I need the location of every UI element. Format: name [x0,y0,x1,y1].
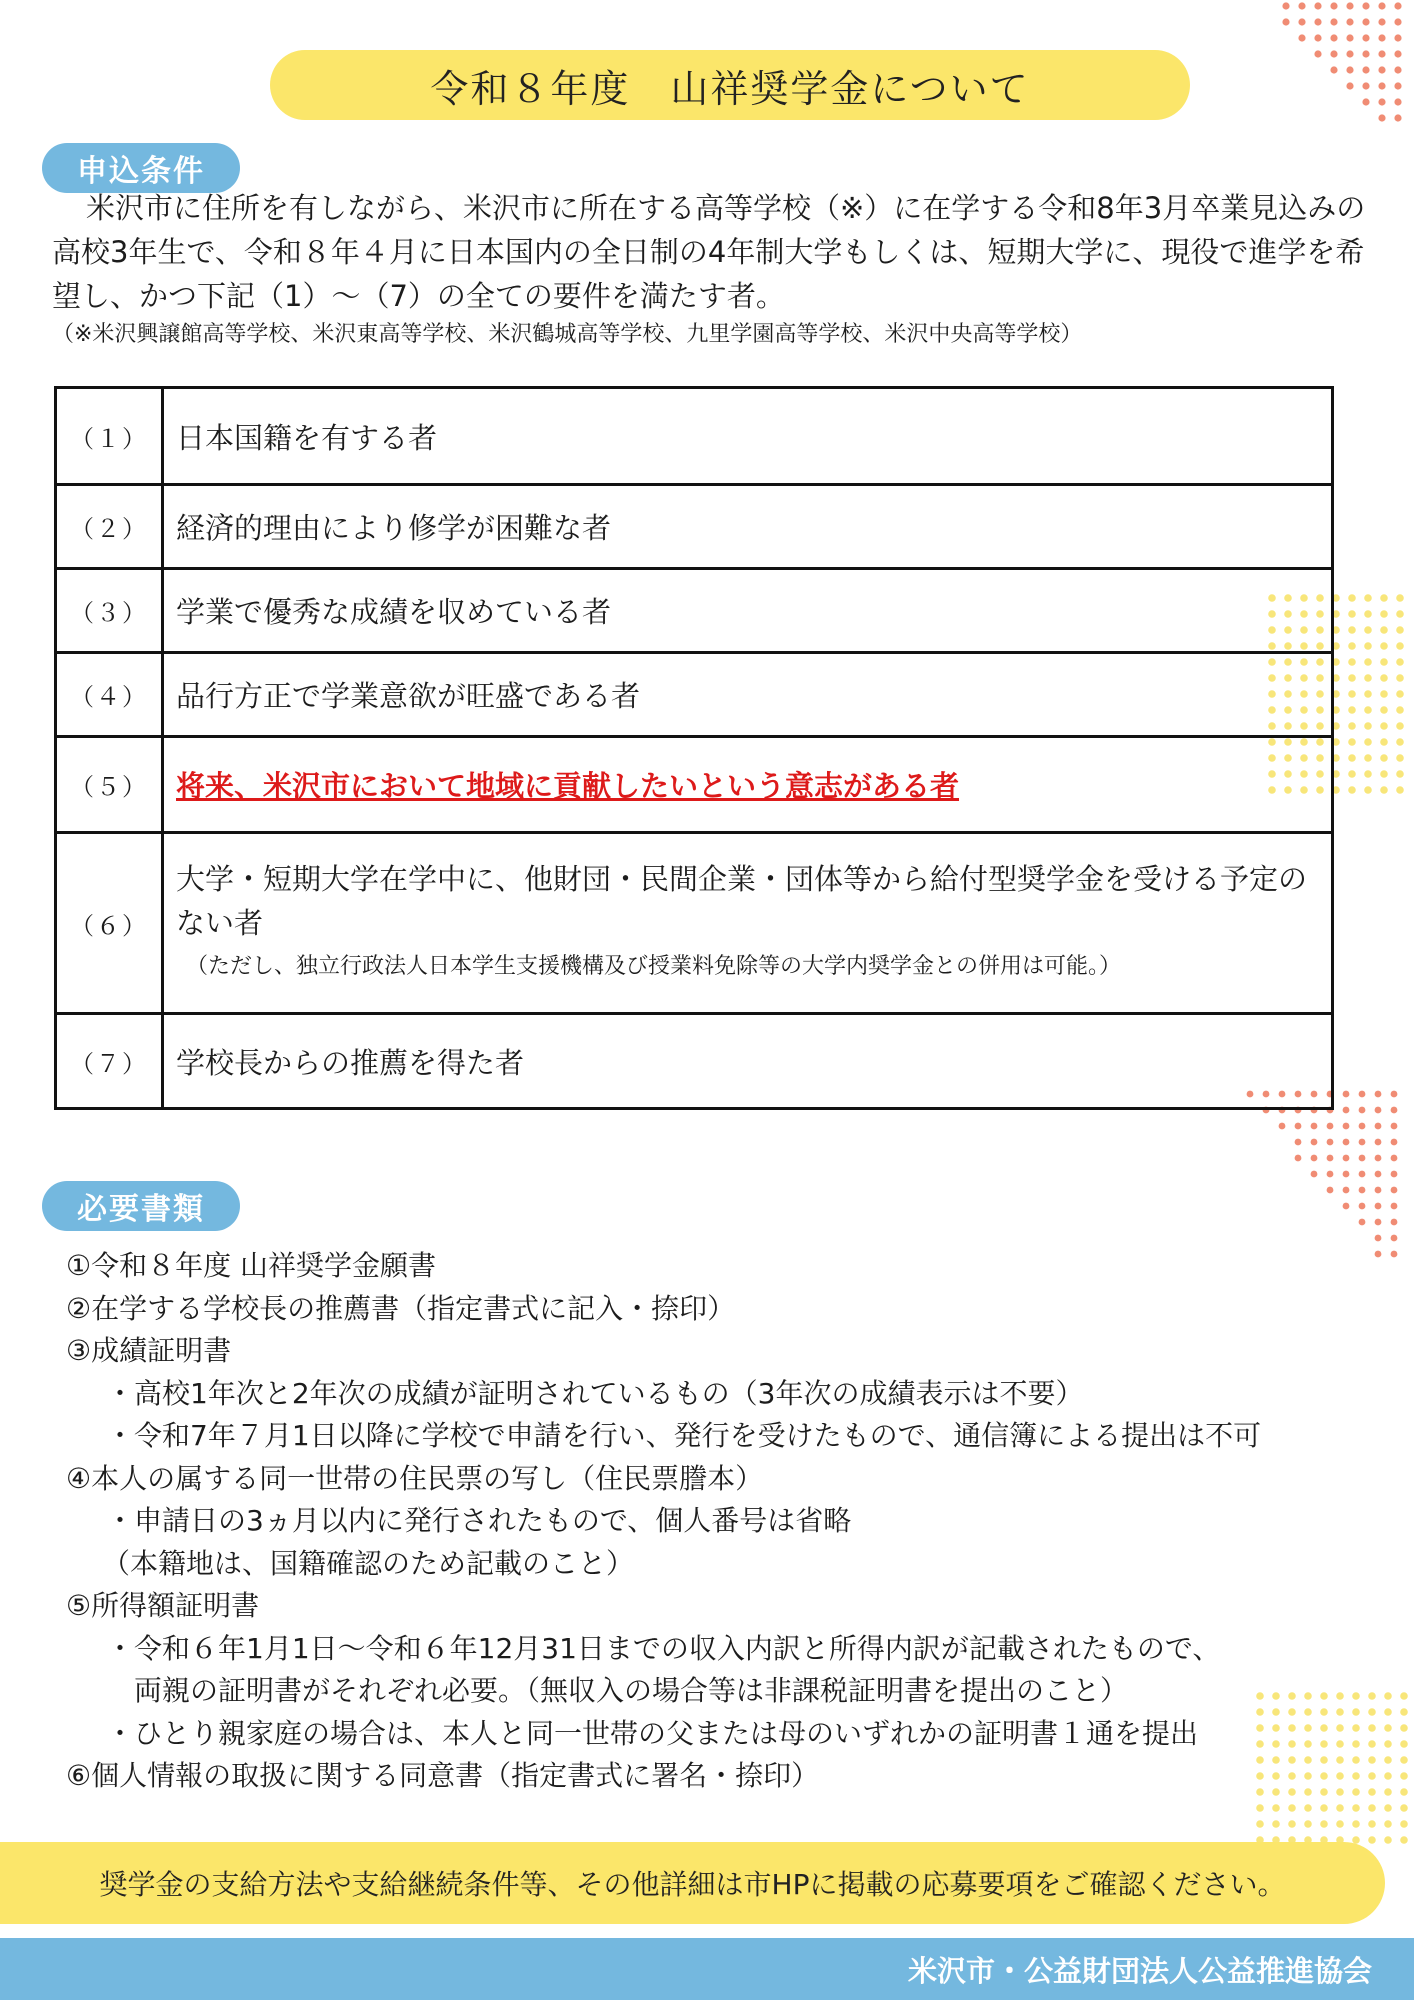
list-item: ⑥個人情報の取扱に関する同意書（指定書式に署名・捺印） [66,1759,820,1792]
decorative-dot [1343,1187,1350,1194]
decorative-dot [1352,1804,1360,1812]
decorative-dot [1378,82,1385,89]
decorative-dot [1348,738,1356,746]
decorative-dot [1396,674,1404,682]
decorative-dot [1343,1171,1350,1178]
dot-pattern-right-pink [1244,1088,1414,1268]
row-number: （５） [56,737,163,833]
list-item: （本籍地は、国籍確認のため記載のこと） [102,1546,635,1580]
decorative-dot [1368,1836,1376,1844]
decorative-dot [1348,594,1356,602]
decorative-dot [1298,18,1305,25]
decorative-dot [1362,50,1369,57]
decorative-dot [1330,66,1337,73]
decorative-dot [1380,786,1388,794]
list-item: 両親の証明書がそれぞれ必要。（無収入の場合等は非課税証明書を提出のこと） [134,1674,1129,1707]
decorative-dot [1375,1155,1382,1162]
decorative-dot [1348,706,1356,714]
decorative-dot [1396,642,1404,650]
decorative-dot [1384,1836,1392,1844]
decorative-dot [1391,1203,1398,1210]
requirement-text: 学業で優秀な成績を収めている者 [163,569,1333,653]
decorative-dot [1391,1219,1398,1226]
row-number: （７） [56,1014,163,1109]
table-row [56,569,1333,653]
decorative-dot [1314,50,1321,57]
table-row [56,1014,1333,1109]
decorative-dot [1396,738,1404,746]
list-item: ・高校1年次と2年次の成績が証明されているもの（3年次の成績表示は不要） [106,1376,1084,1410]
decorative-dot [1375,1187,1382,1194]
decorative-dot [1396,722,1404,730]
decorative-dot [1400,1820,1408,1828]
decorative-dot [1362,18,1369,25]
decorative-dot [1364,754,1372,762]
decorative-dot [1327,1171,1334,1178]
decorative-dot [1380,674,1388,682]
decorative-dot [1375,1235,1382,1242]
decorative-dot [1378,2,1385,9]
table-row [56,388,1333,485]
decorative-dot [1375,1203,1382,1210]
decorative-dot [1364,706,1372,714]
decorative-dot [1378,50,1385,57]
section-label-application-conditions: 申込条件 [42,143,240,193]
requirement-text: 学校長からの推薦を得た者 [163,1014,1333,1109]
decorative-dot [1380,690,1388,698]
decorative-dot [1380,738,1388,746]
decorative-dot [1364,674,1372,682]
requirement-note: （ただし、独立行政法人日本学生支援機構及び授業料免除等の大学内奨学金との併用は可能。） [186,954,1122,979]
decorative-dot [1343,1139,1350,1146]
decorative-dot [1396,626,1404,634]
decorative-dot [1330,50,1337,57]
decorative-dot [1396,706,1404,714]
section-label-required-documents: 必要書類 [42,1181,240,1231]
decorative-dot [1330,2,1337,9]
intro-paragraph: 米沢市に住所を有しながら、米沢市に所在する高等学校（※）に在学する令和8年3月卒業見込みの高校3年生で、令和８年４月に日本国内の全日制の4年制大学もしくは、短期大学に、現役で進学を希望し、かつ下記（1）～（7）の全ての要件を満たす者。 [52,191,1366,313]
list-item: ・令和7年７月1日以降に学校で申請を行い、発行を受けたもので、通信簿による提出は不可 [106,1419,1262,1452]
decorative-dot [1282,18,1289,25]
decorative-dot [1378,34,1385,41]
decorative-dot [1391,1187,1398,1194]
decorative-dot [1380,722,1388,730]
decorative-dot [1364,722,1372,730]
decorative-dot [1394,34,1401,41]
decorative-dot [1391,1091,1398,1098]
decorative-dot [1336,1820,1344,1828]
decorative-dot [1364,690,1372,698]
decorative-dot [1346,18,1353,25]
decorative-dot [1327,1123,1334,1130]
decorative-dot [1348,690,1356,698]
decorative-dot [1364,626,1372,634]
row-number: （１） [56,388,163,485]
decorative-dot [1327,1155,1334,1162]
decorative-dot [1330,34,1337,41]
decorative-dot [1298,2,1305,9]
decorative-dot [1348,658,1356,666]
decorative-dot [1348,674,1356,682]
decorative-dot [1298,34,1305,41]
decorative-dot [1364,770,1372,778]
decorative-dot [1400,1836,1408,1844]
decorative-dot [1348,754,1356,762]
decorative-dot [1272,1820,1280,1828]
decorative-dot [1304,1820,1312,1828]
decorative-dot [1359,1123,1366,1130]
decorative-dot [1295,1155,1302,1162]
school-list-note: （※米沢興譲館高等学校、米沢東高等学校、米沢鶴城高等学校、九里学園高等学校、米沢中央高等学校） [52,322,1083,347]
decorative-dot [1400,1804,1408,1812]
decorative-dot [1346,66,1353,73]
decorative-dot [1288,1820,1296,1828]
decorative-dot [1364,658,1372,666]
decorative-dot [1380,706,1388,714]
decorative-dot [1362,98,1369,105]
decorative-dot [1394,50,1401,57]
decorative-dot [1311,1155,1318,1162]
decorative-dot [1362,2,1369,9]
decorative-dot [1362,66,1369,73]
decorative-dot [1368,1820,1376,1828]
decorative-dot [1375,1107,1382,1114]
decorative-dot [1295,1123,1302,1130]
decorative-dot [1343,1203,1350,1210]
decorative-dot [1364,594,1372,602]
decorative-dot [1346,34,1353,41]
required-documents-list [66,1245,1406,1798]
decorative-dot [1304,1804,1312,1812]
table-row [56,737,1333,833]
decorative-dot [1320,1804,1328,1812]
decorative-dot [1375,1219,1382,1226]
decorative-dot [1348,610,1356,618]
table-row [56,833,1333,1014]
decorative-dot [1288,1804,1296,1812]
decorative-dot [1346,82,1353,89]
decorative-dot [1336,1804,1344,1812]
row-number: （２） [56,485,163,569]
decorative-dot [1380,658,1388,666]
requirements-table [54,386,1334,1110]
decorative-dot [1364,642,1372,650]
decorative-dot [1359,1107,1366,1114]
decorative-dot [1391,1171,1398,1178]
dot-pattern-top-right [1280,0,1414,135]
decorative-dot [1394,18,1401,25]
decorative-dot [1375,1139,1382,1146]
decorative-dot [1359,1155,1366,1162]
decorative-dot [1368,1804,1376,1812]
table-row [56,653,1333,737]
requirement-text-highlighted: 将来、米沢市において地域に貢献したいという意志がある者 [176,769,960,803]
decorative-dot [1364,610,1372,618]
list-item: ①令和８年度 山祥奨学金願書 [66,1249,437,1282]
decorative-dot [1396,594,1404,602]
decorative-dot [1396,610,1404,618]
decorative-dot [1375,1171,1382,1178]
decorative-dot [1378,18,1385,25]
decorative-dot [1394,82,1401,89]
decorative-dot [1282,2,1289,9]
decorative-dot [1343,1155,1350,1162]
decorative-dot [1380,626,1388,634]
decorative-dot [1295,1139,1302,1146]
decorative-dot [1272,1804,1280,1812]
list-item: ④本人の属する同一世帯の住民票の写し（住民票謄本） [66,1461,764,1495]
decorative-dot [1256,1820,1264,1828]
decorative-dot [1330,18,1337,25]
row-number: （４） [56,653,163,737]
decorative-dot [1314,34,1321,41]
list-item: ②在学する学校長の推薦書（指定書式に記入・捺印） [66,1291,736,1325]
decorative-dot [1396,754,1404,762]
decorative-dot [1314,18,1321,25]
decorative-dot [1364,738,1372,746]
decorative-dot [1380,642,1388,650]
decorative-dot [1343,1091,1350,1098]
decorative-dot [1384,1804,1392,1812]
decorative-dot [1348,786,1356,794]
list-item: ・ひとり親家庭の場合は、本人と同一世帯の父または母のいずれかの証明書１通を提出 [106,1716,1199,1750]
requirement-text: 品行方正で学業意欲が旺盛である者 [163,653,1333,737]
decorative-dot [1394,98,1401,105]
decorative-dot [1396,786,1404,794]
decorative-dot [1327,1187,1334,1194]
decorative-dot [1396,690,1404,698]
decorative-dot [1378,98,1385,105]
decorative-dot [1348,770,1356,778]
footer-organization: 米沢市・公益財団法人公益推進協会 [907,1953,1372,1988]
decorative-dot [1343,1123,1350,1130]
requirement-text: 経済的理由により修学が困難な者 [163,485,1333,569]
decorative-dot [1362,82,1369,89]
decorative-dot [1346,2,1353,9]
footer-bar [0,1938,1414,2000]
decorative-dot [1327,1139,1334,1146]
decorative-dot [1256,1804,1264,1812]
decorative-dot [1359,1203,1366,1210]
decorative-dot [1384,1820,1392,1828]
row-number: （６） [56,833,163,1014]
decorative-dot [1359,1187,1366,1194]
decorative-dot [1364,786,1372,794]
decorative-dot [1359,1219,1366,1226]
decorative-dot [1352,1820,1360,1828]
decorative-dot [1279,1123,1286,1130]
requirement-text: 日本国籍を有する者 [163,388,1333,485]
decorative-dot [1311,1139,1318,1146]
decorative-dot [1380,610,1388,618]
page-title: 令和８年度 山祥奨学金について [270,50,1190,120]
list-item: ・令和６年1月1日～令和６年12月31日までの収入内訳と所得内訳が記載されたもので、 [106,1631,1221,1665]
decorative-dot [1359,1171,1366,1178]
decorative-dot [1378,66,1385,73]
decorative-dot [1391,1235,1398,1242]
decorative-dot [1378,114,1385,121]
decorative-dot [1391,1139,1398,1146]
requirement-text: 大学・短期大学在学中に、他財団・民間企業・団体等から給付型奨学金を受ける予定のない者 [176,862,1308,940]
decorative-dot [1320,1820,1328,1828]
decorative-dot [1391,1123,1398,1130]
decorative-dot [1348,626,1356,634]
decorative-dot [1391,1155,1398,1162]
decorative-dot [1394,2,1401,9]
decorative-dot [1380,770,1388,778]
decorative-dot [1362,34,1369,41]
row-number: （３） [56,569,163,653]
decorative-dot [1314,2,1321,9]
decorative-dot [1311,1171,1318,1178]
decorative-dot [1396,658,1404,666]
list-item: ・申請日の3ヵ月以内に発行されたもので、個人番号は省略 [106,1504,852,1537]
decorative-dot [1375,1091,1382,1098]
decorative-dot [1391,1107,1398,1114]
decorative-dot [1380,754,1388,762]
decorative-dot [1394,66,1401,73]
table-row [56,485,1333,569]
decorative-dot [1348,642,1356,650]
decorative-dot [1375,1123,1382,1130]
decorative-dot [1343,1107,1350,1114]
decorative-dot [1359,1091,1366,1098]
list-item: ⑤所得額証明書 [66,1589,260,1622]
decorative-dot [1380,594,1388,602]
decorative-dot [1311,1123,1318,1130]
list-item: ③成績証明書 [66,1334,232,1367]
decorative-dot [1394,114,1401,121]
decorative-dot [1346,50,1353,57]
notice-banner: 奨学金の支給方法や支給継続条件等、その他詳細は市HPに掲載の応募要項をご確認ください。 [0,1842,1385,1924]
decorative-dot [1396,770,1404,778]
decorative-dot [1359,1139,1366,1146]
decorative-dot [1348,722,1356,730]
intro-text [52,186,1372,352]
